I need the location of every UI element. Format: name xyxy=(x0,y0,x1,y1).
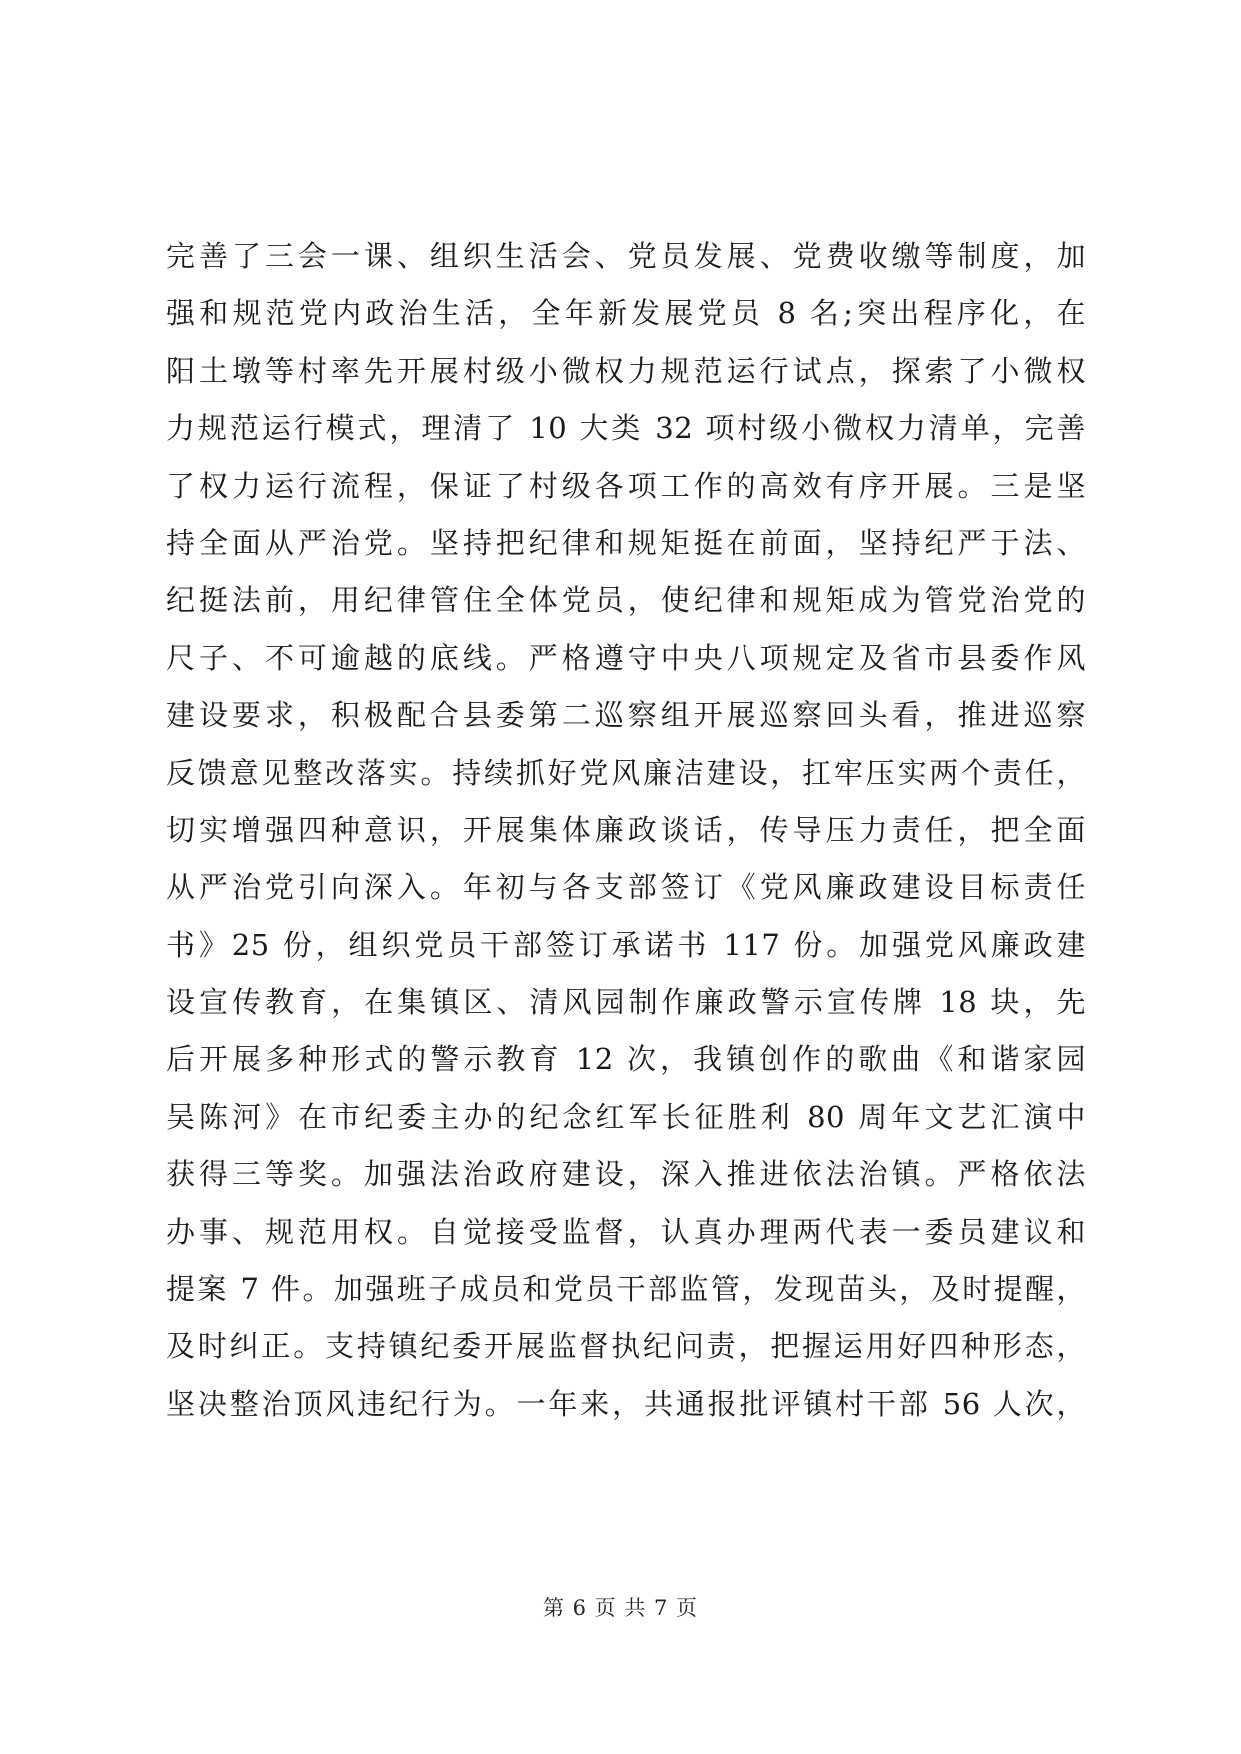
page-number-footer: 第 6 页 共 7 页 xyxy=(542,1596,699,1620)
text-line: 尺子、不可逾越的底线。严格遵守中央八项规定及省市县委作风 xyxy=(166,640,1086,675)
text-line: 及时纠正。支持镇纪委开展监督执纪问责，把握运用好四种形态， xyxy=(166,1329,1086,1364)
text-line: 切实增强四种意识，开展集体廉政谈话，传导压力责任，把全面 xyxy=(166,812,1086,847)
text-line: 办事、规范用权。自觉接受监督，认真办理两代表一委员建议和 xyxy=(166,1214,1086,1249)
text-line: 设宣传教育，在集镇区、清风园制作廉政警示宣传牌 18 块，先 xyxy=(166,985,1086,1020)
text-line: 了权力运行流程，保证了村级各项工作的高效有序开展。三是坚 xyxy=(166,468,1086,503)
text-line: 后开展多种形式的警示教育 12 次，我镇创作的歌曲《和谐家园 xyxy=(166,1042,1086,1077)
text-line: 从严治党引向深入。年初与各支部签订《党风廉政建设目标责任 xyxy=(166,870,1086,905)
text-line: 提案 7 件。加强班子成员和党员干部监管，发现苗头，及时提醒， xyxy=(166,1272,1086,1307)
text-line: 完善了三会一课、组织生活会、党员发展、党费收缴等制度，加 xyxy=(166,239,1086,273)
text-line: 获得三等奖。加强法治政府建设，深入推进依法治镇。严格依法 xyxy=(166,1157,1086,1192)
text-line: 持全面从严治党。坚持把纪律和规矩挺在前面，坚持纪严于法、 xyxy=(166,525,1086,560)
text-line: 力规范运行模式，理清了 10 大类 32 项村级小微权力清单，完善 xyxy=(166,411,1086,446)
text-line: 阳土墩等村率先开展村级小微权力规范运行试点，探索了小微权 xyxy=(166,353,1086,388)
text-line: 吴陈河》在市纪委主办的纪念红军长征胜利 80 周年文艺汇演中 xyxy=(166,1099,1086,1134)
text-line: 反馈意见整改落实。持续抓好党风廉洁建设，扛牢压实两个责任， xyxy=(166,755,1086,790)
text-line: 建设要求，积极配合县委第二巡察组开展巡察回头看，推进巡察 xyxy=(166,698,1086,733)
text-line: 书》25 份，组织党员干部签订承诺书 117 份。加强党风廉政建 xyxy=(166,927,1086,962)
text-line: 坚决整治顶风违纪行为。一年来，共通报批评镇村干部 56 人次， xyxy=(166,1386,1086,1421)
body-text xyxy=(166,228,1086,1433)
text-line: 强和规范党内政治生活，全年新发展党员 8 名;突出程序化，在 xyxy=(166,296,1086,331)
text-line: 纪挺法前，用纪律管住全体党员，使纪律和规矩成为管党治党的 xyxy=(166,583,1086,618)
